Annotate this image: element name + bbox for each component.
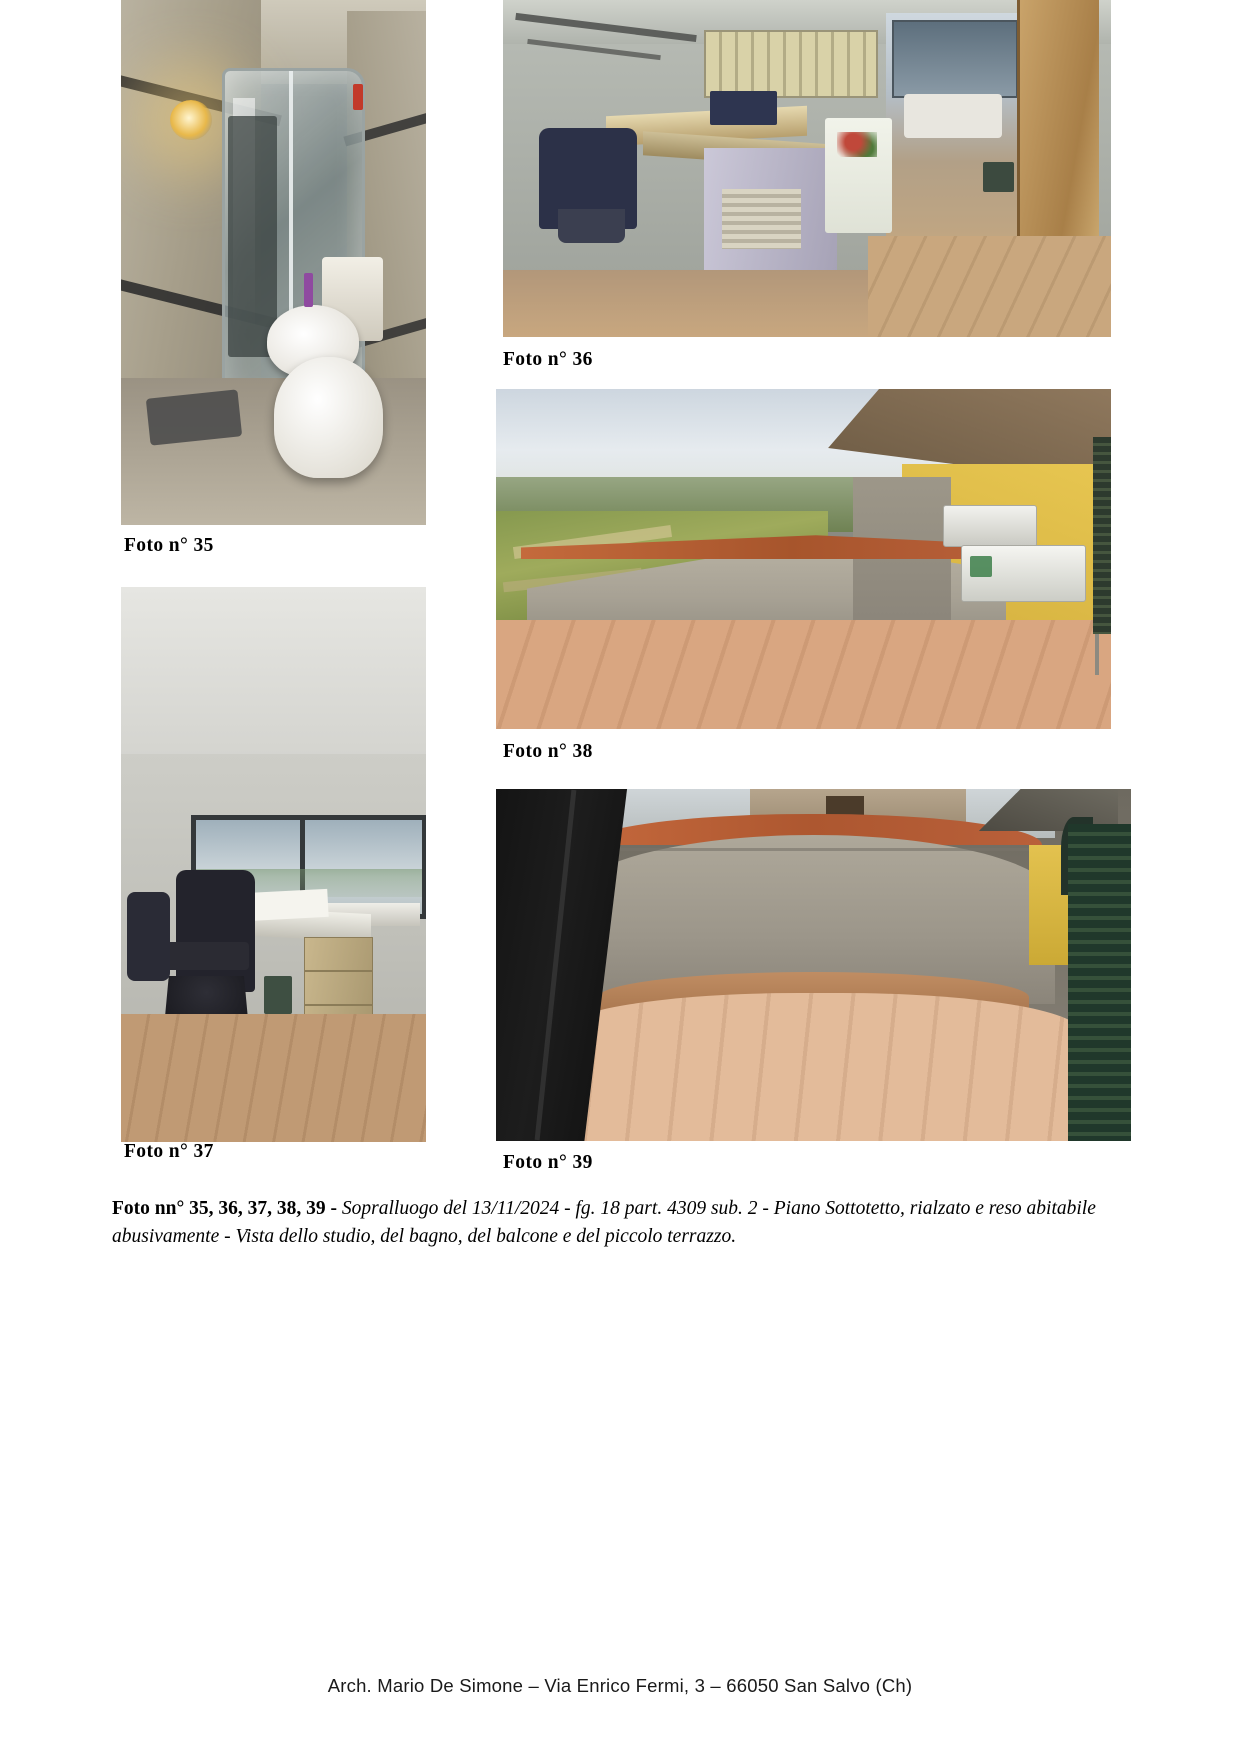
study-ceiling [121, 587, 426, 776]
study-tiled-floor [121, 1014, 426, 1142]
balcony-tiled-floor [496, 620, 1111, 729]
photo-foto35 [121, 0, 426, 525]
photo-description-prefix: Foto nn° 35, 36, 37, 38, 39 - [112, 1198, 342, 1219]
air-conditioning-unit-upper [943, 505, 1037, 548]
toiletry-bottle [304, 273, 313, 307]
photo-foto36-image [503, 0, 1111, 337]
air-conditioning-unit-lower [961, 545, 1086, 601]
wall-lamp-icon [170, 100, 212, 140]
caption-foto35: Foto n° 35 [124, 535, 214, 556]
office-chair-armrest [158, 942, 250, 970]
photo-foto35-image [121, 0, 426, 525]
shelf-item [353, 84, 363, 110]
bathtub [904, 94, 1001, 138]
shelf-unit [722, 189, 801, 250]
photo-foto36 [503, 0, 1111, 337]
green-shutter [1068, 824, 1132, 1141]
caption-foto38: Foto n° 38 [503, 741, 593, 762]
toilet [274, 357, 384, 478]
photo-description [112, 1195, 1134, 1251]
hanging-towel [825, 118, 892, 233]
photo-foto38-image [496, 389, 1111, 729]
window-shutter [1093, 437, 1111, 634]
terrace-tiled-floor [560, 993, 1081, 1141]
waste-bin [983, 162, 1013, 192]
photo-foto37 [121, 587, 426, 1142]
bath-mat [146, 389, 242, 446]
shower-cabin-interior [228, 116, 277, 358]
glass-block-window [704, 30, 878, 98]
caption-foto39: Foto n° 39 [503, 1152, 593, 1173]
waste-bin [264, 976, 291, 1015]
photo-foto39-image [496, 789, 1131, 1141]
computer-monitor [710, 91, 777, 125]
office-chair [176, 870, 255, 992]
tiled-floor-hall [868, 236, 1111, 337]
photo-foto39 [496, 789, 1131, 1141]
photo-foto37-image [121, 587, 426, 1142]
photo-description-text: Sopralluogo del 13/11/2024 - fg. 18 part. 4309 sub. 2 - Piano Sottotetto, rialzato e reso abitabile abusivamente - Vista dello studio, del bagno, del balcone e del piccolo terrazzo. [112, 1198, 1096, 1247]
caption-foto36: Foto n° 36 [503, 349, 593, 370]
bathroom-window [892, 20, 1018, 98]
photo-foto38 [496, 389, 1111, 729]
caption-foto37: Foto n° 37 [124, 1141, 214, 1162]
second-chair [127, 892, 170, 981]
page-footer: Arch. Mario De Simone – Via Enrico Fermi, 3 – 66050 San Salvo (Ch) [327, 1675, 913, 1696]
office-chair-base [558, 209, 625, 243]
